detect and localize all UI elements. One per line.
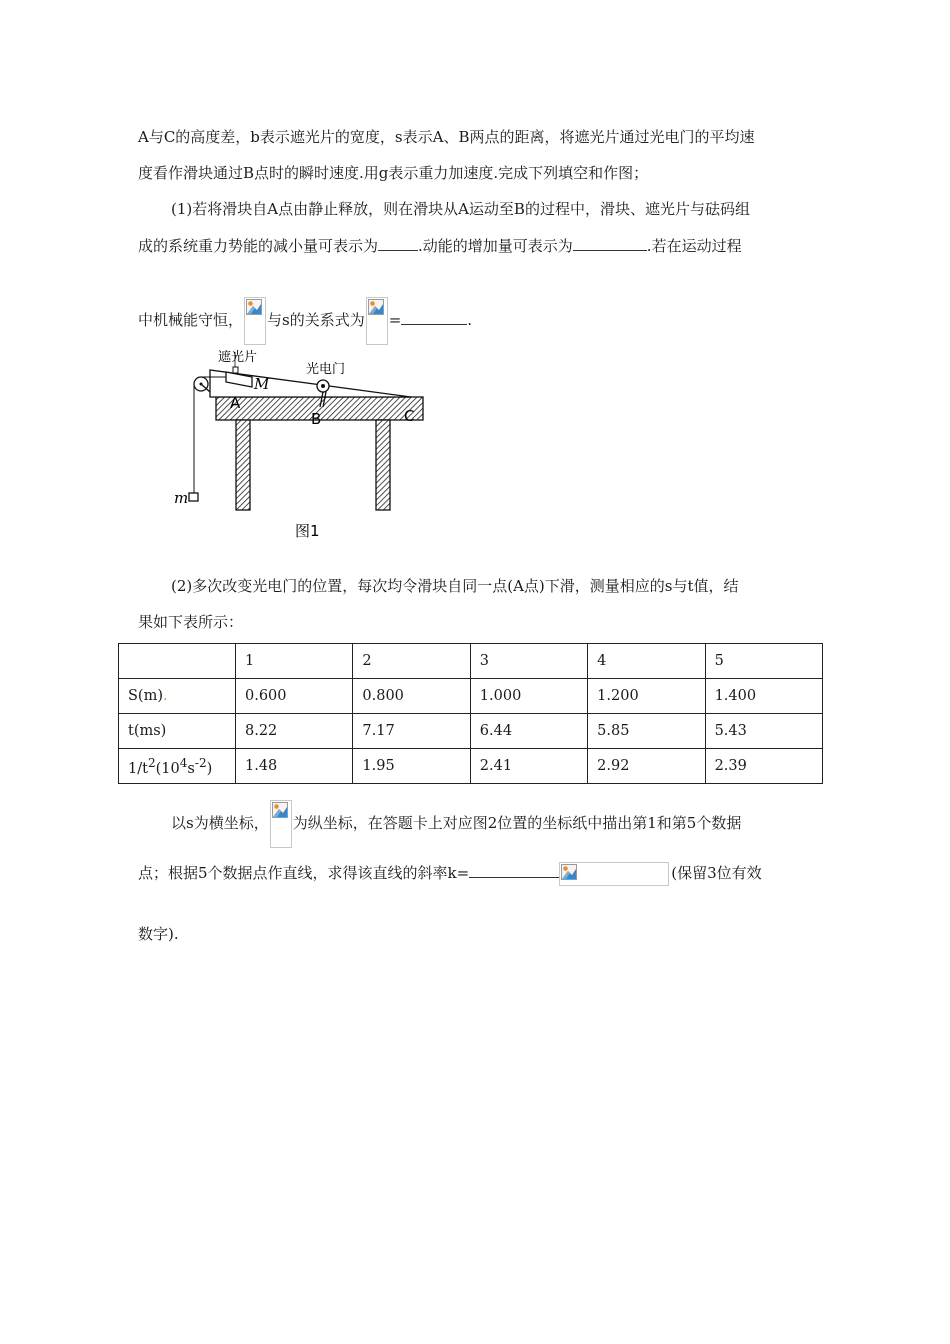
table-cell: 1.400: [705, 679, 822, 714]
question-1-line: (1)若将滑块自A点由静止释放，则在滑块从A运动至B的过程中，滑块、遮光片与砝码组: [171, 200, 750, 218]
text-segment: 与s的关系式为: [267, 311, 365, 329]
formula-image-placeholder: [366, 297, 388, 345]
label-A: A: [230, 394, 241, 412]
answer-blank: [378, 236, 418, 251]
label-m: m: [174, 489, 189, 507]
table-cell: 7.17: [353, 714, 470, 749]
answer-blank: [469, 863, 559, 878]
label-B: B: [311, 410, 322, 428]
table-leg: [376, 420, 390, 510]
table-header-row: [119, 644, 823, 679]
question-2-line: [171, 800, 741, 848]
paragraph-line: 度看作滑块通过B点时的瞬时速度.用g表示重力加速度.完成下列填空和作图；: [138, 164, 649, 182]
table-cell: 1.200: [588, 679, 705, 714]
text-segment: 点；根据5个数据点作直线，求得该直线的斜率k=: [138, 864, 470, 882]
question-2-line: 果如下表所示：: [138, 613, 244, 631]
table-cell: 6.44: [470, 714, 587, 749]
table-cell: 2.39: [705, 749, 822, 784]
paragraph-line: A与C的高度差，b表示遮光片的宽度，s表示A、B两点的距离，将遮光片通过光电门的平均速: [138, 128, 755, 146]
label-shade: 遮光片: [218, 350, 258, 365]
broken-image-icon: [561, 864, 577, 880]
formula-image-placeholder: [270, 800, 292, 848]
question-2-line: [138, 862, 762, 886]
table-cell: 1.95: [353, 749, 470, 784]
text-segment: 成的系统重力势能的减小量可表示为: [138, 237, 379, 255]
question-2-line: 数字).: [138, 925, 179, 943]
table-cell: 2: [353, 644, 470, 679]
label-sup: -2: [194, 755, 207, 770]
text-segment: .动能的增加量可表示为: [418, 237, 573, 255]
broken-image-icon: [368, 299, 384, 315]
text-segment: .: [467, 311, 473, 329]
table-cell: 2.41: [470, 749, 587, 784]
table-cell: 0.600: [236, 679, 353, 714]
answer-blank: [573, 236, 647, 251]
row-label-text: S(m): [128, 688, 163, 704]
table-cell: 1: [236, 644, 353, 679]
table-cell: [119, 644, 236, 679]
row-label: [119, 679, 236, 714]
answer-image-placeholder: [559, 862, 669, 886]
table-cell: 5.85: [588, 714, 705, 749]
apparatus-figure: [168, 340, 438, 550]
row-label: t(ms): [119, 714, 236, 749]
table-cell: 0.800: [353, 679, 470, 714]
table-cell: 2.92: [588, 749, 705, 784]
data-table: [118, 643, 823, 784]
row-label: [119, 749, 236, 784]
label-gate: 光电门: [306, 362, 346, 377]
label-part: (10: [155, 760, 180, 777]
table-cell: 4: [588, 644, 705, 679]
figure-caption: 图1: [295, 522, 320, 540]
table-row: [119, 714, 823, 749]
label-sup: 4: [179, 755, 188, 770]
label-C: C: [404, 407, 415, 425]
label-part: s: [187, 760, 195, 777]
question-2-line: (2)多次改变光电门的位置，每次均令滑块自同一点(A点)下滑，测量相应的s与t值，结: [171, 577, 739, 595]
table-cell: 5: [705, 644, 822, 679]
answer-blank: [401, 310, 467, 325]
table-cell: 1.000: [470, 679, 587, 714]
apparatus-diagram: [168, 340, 438, 550]
broken-image-icon: [272, 802, 288, 818]
text-segment: =: [388, 311, 402, 329]
text-segment: 为纵坐标，在答题卡上对应图2位置的坐标纸中描出第1和第5个数据: [292, 814, 742, 832]
table-cell: 8.22: [236, 714, 353, 749]
label-part: 1/t: [128, 760, 148, 777]
label-M: M: [254, 375, 270, 393]
text-segment: 以s为横坐标，: [171, 814, 269, 832]
text-segment: (保留3位有效: [671, 864, 762, 882]
table-cell: 3: [470, 644, 587, 679]
table-cell: 1.48: [236, 749, 353, 784]
text-segment: .若在运动过程: [646, 237, 742, 255]
label-sup: 2: [147, 755, 156, 770]
hanging-mass: [189, 493, 198, 501]
question-1-line: [138, 236, 742, 256]
table-row: [119, 679, 823, 714]
table-leg: [236, 420, 250, 510]
table-row: [119, 749, 823, 784]
question-1-line: [138, 297, 472, 345]
text-segment: 中机械能守恒，: [138, 311, 244, 329]
row-marker: .: [163, 688, 168, 704]
formula-image-placeholder: [244, 297, 266, 345]
label-part: ): [206, 760, 213, 777]
broken-image-icon: [246, 299, 262, 315]
table-cell: 5.43: [705, 714, 822, 749]
